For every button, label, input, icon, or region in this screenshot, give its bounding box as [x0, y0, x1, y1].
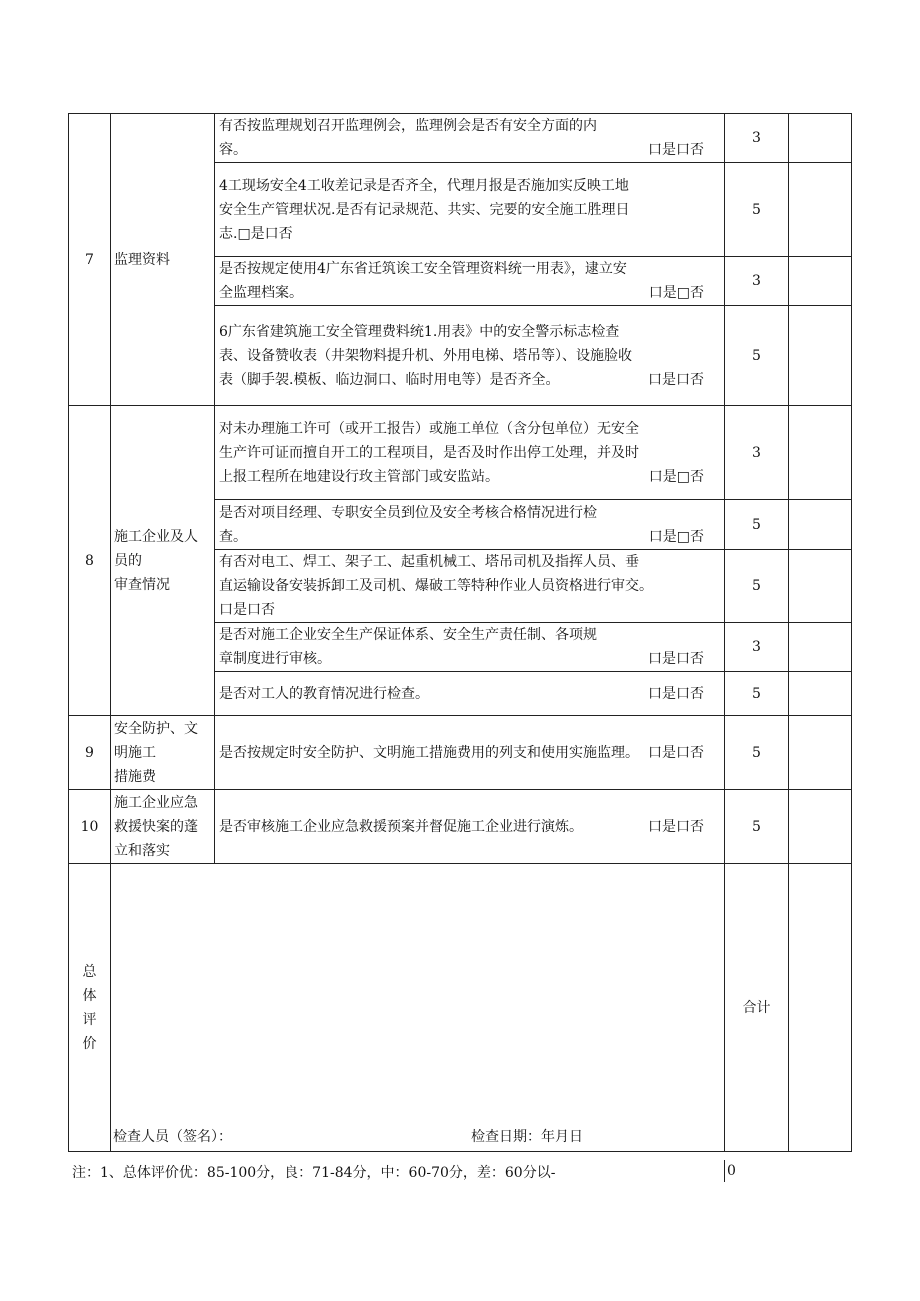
score-value: 3: [725, 623, 789, 672]
check-item: [215, 306, 725, 406]
actual-score-cell[interactable]: [789, 406, 852, 500]
item-row: [69, 114, 852, 163]
score-value: 3: [725, 114, 789, 163]
item-text-line: 是否按规定时安全防护、文明施工措施费用的列支和使用实施监理。: [219, 744, 639, 761]
eval-char: 评: [82, 1011, 97, 1028]
item-text-line: 有否按监理规划召开监理例会，监理例会是否有安全方面的内: [219, 118, 597, 134]
category-text: 明施工: [114, 744, 156, 761]
item-text-line: 4工现场安全4工收差记录是否齐全，代理月报是否施加实反映工地: [219, 177, 629, 194]
actual-score-cell[interactable]: [789, 257, 852, 306]
category-label: [111, 406, 215, 716]
actual-score-cell[interactable]: [789, 163, 852, 257]
item-text-line: 口是口否: [219, 602, 275, 618]
item-text-line: 容。: [219, 142, 247, 158]
actual-score-cell[interactable]: [789, 623, 852, 672]
check-item: [215, 257, 725, 306]
category-text: 措施费: [114, 768, 156, 785]
yes-no-checkbox[interactable]: 口是口否: [648, 142, 704, 158]
actual-score-cell[interactable]: [789, 500, 852, 550]
item-text-line: 章制度进行审核。: [219, 651, 331, 667]
check-item: [215, 163, 725, 257]
score-value: 3: [725, 406, 789, 500]
item-text-line: 是否对施工企业安全生产保证体系、安全生产责任制、各项规: [219, 627, 597, 643]
yes-no-checkbox[interactable]: 口是口否: [648, 685, 704, 702]
evaluation-row: [69, 864, 852, 1152]
inspection-table: [68, 113, 852, 1152]
item-text-line: 是否对工人的教育情况进行检查。: [219, 685, 429, 702]
item-text-line: 是否审核施工企业应急救援预案并督促施工企业进行演炼。: [219, 818, 583, 835]
item-text-line: 表、设备赞收表（井架物料提升机、外用电梯、塔吊等）、设施脸收: [219, 347, 632, 364]
footnote: 注：1、总体评价优：85-100分，良：71-84分，中：60-70分，差：60分以-: [72, 1165, 556, 1181]
score-value: 5: [725, 550, 789, 623]
evaluation-body[interactable]: [111, 864, 725, 1152]
item-row: [69, 790, 852, 864]
item-text-line: 是否对项目经理、专职安全员到位及安全考核合格情况进行检: [219, 504, 597, 521]
category-text: 施工企业及人: [114, 528, 198, 545]
actual-score-cell[interactable]: [789, 672, 852, 716]
item-row: [69, 716, 852, 790]
item-text-line: 上报工程所在地建设行玫主管部门或安监站。: [219, 468, 499, 485]
yes-no-checkbox[interactable]: 口是□否: [648, 528, 704, 545]
total-value-cell[interactable]: [789, 864, 852, 1152]
category-label: [111, 716, 215, 790]
check-item: [215, 550, 725, 623]
check-item: [215, 623, 725, 672]
signature-row: [113, 1125, 583, 1149]
yes-no-checkbox[interactable]: 口是口否: [648, 651, 704, 667]
item-text-line: 有否对电工、焊工、架子工、起重机械工、塔吊司机及指挥人员、垂: [219, 554, 639, 570]
row-number: 8: [69, 406, 111, 716]
category-label: [111, 790, 215, 864]
actual-score-cell[interactable]: [789, 550, 852, 623]
item-text-line: 是否按规定使用4广东省迁筑诶工安全管理资料统一用表》，逮立安: [219, 261, 627, 277]
yes-no-checkbox[interactable]: 口是□否: [648, 285, 704, 301]
score-value: 5: [725, 716, 789, 790]
category-text: 救援快案的蓬: [114, 818, 198, 835]
check-item: [215, 114, 725, 163]
check-item: [215, 406, 725, 500]
score-value: 5: [725, 500, 789, 550]
actual-score-cell[interactable]: [789, 790, 852, 864]
category-text: 安全防护、文: [114, 720, 198, 737]
category-text: 立和落实: [114, 842, 170, 859]
item-text-line: 对未办理施工许可（或开工报告）或施工单位（含分包单位）无安全: [219, 420, 639, 437]
item-text-line: 6广东省建筑施工安全管理费料统1.用表》中的安全警示标志检查: [219, 323, 620, 340]
item-row: [69, 406, 852, 500]
item-text-line: 生产许可证而擅自开工的工程项目，是否及时作出停工处理，并及时: [219, 444, 639, 461]
overall-evaluation-label: [69, 864, 111, 1152]
score-value: 3: [725, 257, 789, 306]
category-text: 员的: [114, 552, 142, 569]
eval-char: 总: [82, 963, 97, 980]
eval-char: 价: [82, 1035, 97, 1052]
row-number: 9: [69, 716, 111, 790]
item-text-line: 安全生产管理状况.是否有记录规范、共实、完要的安全施工胜理日: [219, 201, 630, 218]
actual-score-cell[interactable]: [789, 114, 852, 163]
score-value: 5: [725, 306, 789, 406]
check-item: [215, 716, 725, 790]
category-text: 监理资料: [114, 251, 170, 268]
score-value: 5: [725, 672, 789, 716]
yes-no-checkbox[interactable]: 口是□否: [648, 468, 704, 485]
category-text: 施工企业应急: [114, 794, 198, 811]
footnote-tail: 0: [724, 1160, 736, 1182]
score-value: 5: [725, 163, 789, 257]
item-text-line: 表（脚手袈.模板、临边洞口、临时用电等）是否齐全。: [219, 371, 560, 388]
eval-char: 体: [82, 987, 97, 1004]
total-label: 合计: [725, 864, 789, 1152]
row-number: 7: [69, 114, 111, 406]
category-label: [111, 114, 215, 406]
yes-no-checkbox[interactable]: 口是口否: [648, 744, 704, 761]
check-item: [215, 790, 725, 864]
check-item: [215, 672, 725, 716]
inspector-label: 检查人员（签名）：: [113, 1129, 232, 1145]
item-text-line: 志.□是口否: [219, 225, 293, 242]
category-text: 审查情况: [114, 576, 170, 593]
item-text-line: 直运输设备安装拆卸工及司机、爆破工等特种作业人员资格进行审交。: [219, 578, 653, 594]
actual-score-cell[interactable]: [789, 306, 852, 406]
inspection-date-label: 检查日期：年月日: [471, 1129, 583, 1145]
row-number: 10: [69, 790, 111, 864]
item-text-line: 查。: [219, 528, 247, 545]
yes-no-checkbox[interactable]: 口是口否: [648, 818, 704, 835]
score-value: 5: [725, 790, 789, 864]
yes-no-checkbox[interactable]: 口是口否: [648, 371, 704, 388]
item-text-line: 全监理档案。: [219, 285, 303, 301]
actual-score-cell[interactable]: [789, 716, 852, 790]
check-item: [215, 500, 725, 550]
